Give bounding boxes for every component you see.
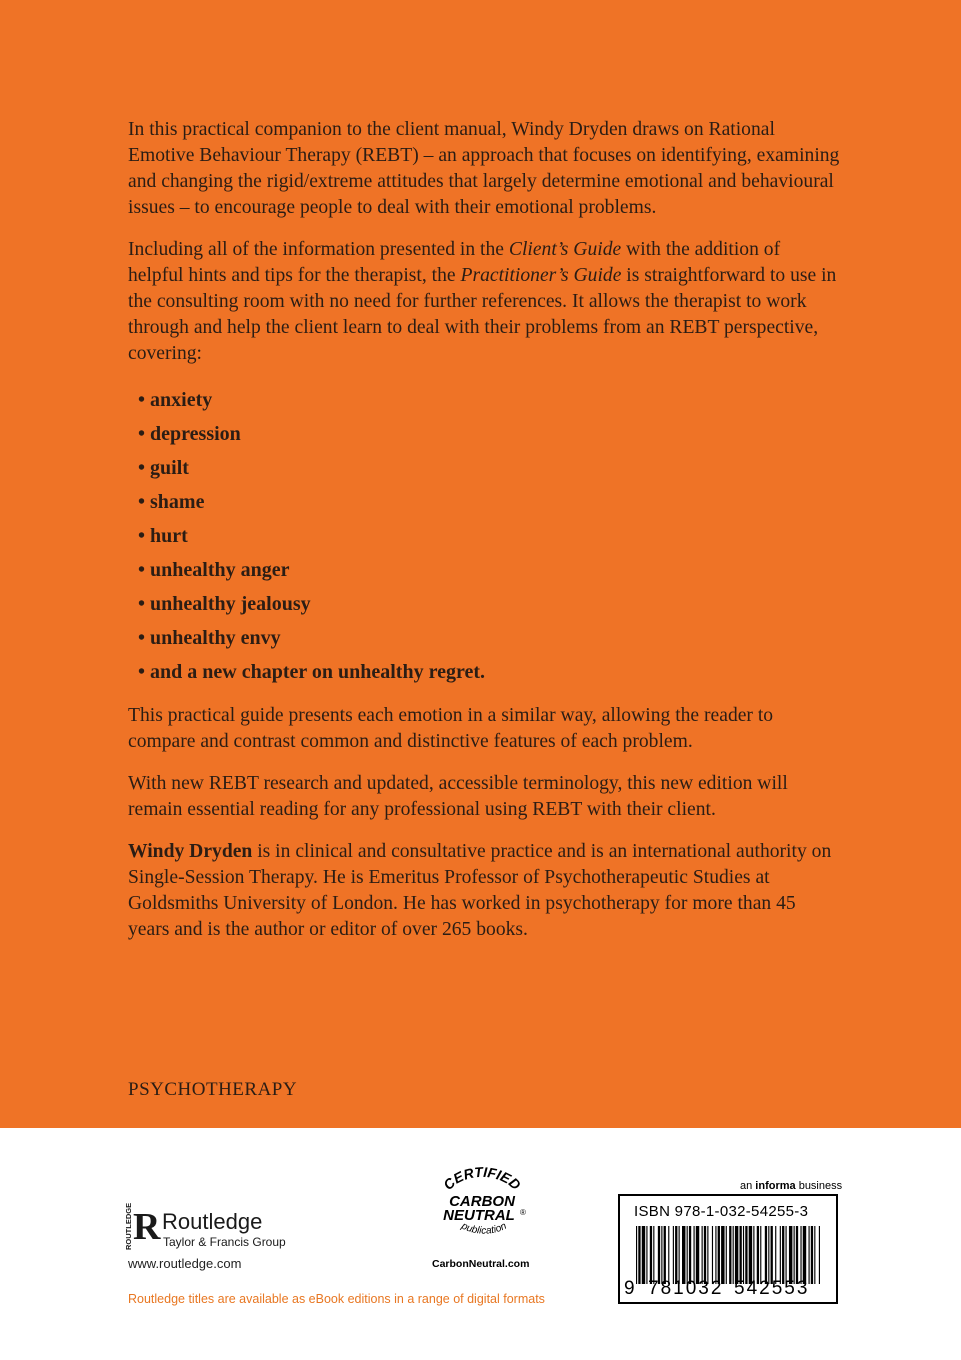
barcode-first-digit: 9 [624,1278,635,1299]
barcode-stripe [771,1226,773,1284]
author-bio-text: is in clinical and consultative practice and is an international authority on Single-Session Therapy. He is Emeritus Professor of Psychotherapeutic Studies at Goldsmiths University of London. He has worked in psychotherapy for more than 45 years and is the author or editor of over 265 books. [128,841,832,940]
new-edition-paragraph: With new REBT research and updated, accessible terminology, this new edition will remain essential reading for any professional using REBT with their client. [128,773,788,820]
routledge-logo [122,1203,302,1253]
barcode-stripe [715,1226,716,1284]
barcode-stripe [753,1226,754,1284]
routledge-r-icon: R [133,1206,161,1248]
barcode-stripe [733,1226,734,1284]
topic-item: • guilt [138,451,840,485]
carbon-neutral-url: CarbonNeutral.com [432,1258,530,1270]
barcode-stripe [661,1226,662,1284]
barcode-stripe [729,1226,731,1284]
barcode-stripe [749,1226,752,1284]
barcode-stripe [638,1226,640,1284]
barcode-stripe [696,1226,699,1284]
topics-list [128,383,840,689]
barcode-stripe [745,1226,747,1284]
barcode-stripe [682,1226,685,1284]
practical-guide-paragraph: This practical guide presents each emotion in a similar way, allowing the reader to compare and contrast common and distinctive features of each problem. [128,705,774,752]
barcode-stripe [726,1226,727,1284]
informa-brand: informa [755,1180,796,1192]
barcode-stripe [646,1226,647,1284]
barcode-stripe [721,1226,724,1284]
topic-item: • depression [138,417,840,451]
barcode-stripe [650,1226,652,1284]
barcode-stripe [636,1226,637,1284]
barcode-stripe [809,1226,810,1284]
certified-label: CERTIFIED [439,1163,525,1193]
barcode-stripe [740,1226,742,1284]
informa-suffix: business [795,1180,843,1192]
practitioners-guide-title: Practitioner’s Guide [460,265,622,286]
barcode-stripe [786,1226,787,1284]
barcode-stripe [658,1226,660,1284]
barcode-stripe [712,1226,713,1284]
guide-paragraph [128,237,840,367]
barcode-stripe [704,1226,706,1284]
barcode-stripe [760,1226,761,1284]
barcode-stripe [679,1226,680,1284]
topic-item: • unhealthy anger [138,553,840,587]
barcode-stripe [794,1226,795,1284]
author-bio [128,839,840,943]
ebook-note: Routledge titles are available as eBook editions in a range of digital formats [128,1292,545,1306]
guide-text-1: Including all of the information presented in the [128,239,509,260]
barcode-stripe [768,1226,769,1284]
informa-business [740,1180,842,1192]
barcode-right-digits: 542553 [734,1278,810,1299]
topic-item: • unhealthy envy [138,621,840,655]
barcode-stripe [800,1226,801,1284]
topic-item: • and a new chapter on unhealthy regret. [138,655,840,689]
barcode-stripe [765,1226,767,1284]
isbn-label: ISBN 978-1-032-54255-3 [634,1203,809,1220]
barcode-stripe [775,1226,776,1284]
guide-text-3: is straightforward to use in the consulting room with no need for further references. It allows the therapist to work through and help the client learn to deal with their problems from an REBT perspective, covering: [128,265,837,364]
topic-item: • unhealthy jealousy [138,587,840,621]
barcode-stripe [702,1226,703,1284]
barcode-stripe [789,1226,792,1284]
topic-item: • hurt [138,519,840,553]
neutral-label: NEUTRAL [443,1207,515,1224]
barcode-stripe [694,1226,695,1284]
informa-prefix: an [740,1180,756,1192]
barcode-stripe [668,1226,669,1284]
clients-guide-title: Client’s Guide [508,239,622,260]
barcode-stripe [653,1226,654,1284]
blurb [128,117,840,959]
guide-text-2: with the addition of helpful hints and tips for the therapist, the [128,239,781,286]
barcode-stripe [642,1226,645,1284]
topic-item: • shame [138,485,840,519]
barcode-stripe [782,1226,784,1284]
barcode-stripe [689,1226,691,1284]
publication-label: publication [459,1220,509,1237]
intro-paragraph: In this practical companion to the client manual, Windy Dryden draws on Rational Emotive Behaviour Therapy (REBT) – an approach that focuses on identifying, examining and changing the rigid/extreme attitudes that largely determine emotional and behavioural issues – to encourage people to deal with their emotional problems. [128,119,840,218]
barcode-stripe [796,1226,798,1284]
publisher-url: www.routledge.com [128,1256,242,1271]
author-name: Windy Dryden [128,841,253,862]
publisher-name: Routledge [162,1209,263,1234]
barcode-stripe [735,1226,738,1284]
barcode-left-digits: 781032 [648,1278,724,1299]
barcode-stripe [803,1226,806,1284]
barcode-stripe [757,1226,759,1284]
barcode-stripe [687,1226,688,1284]
barcode-stripe [675,1226,677,1284]
carbon-neutral-badge [418,1160,548,1240]
barcode-stripe [664,1226,666,1284]
barcode-bars [634,1226,824,1284]
barcode-stripe [707,1226,708,1284]
subject-category: PSYCHOTHERAPY [128,1079,298,1100]
barcode-stripe [743,1226,744,1284]
barcode-stripe [718,1226,720,1284]
registered-mark: ® [520,1208,526,1217]
barcode-box [618,1194,838,1304]
carbon-label: CARBON [449,1193,515,1210]
barcode-stripe [811,1226,813,1284]
publisher-group: Taylor & Francis Group [163,1235,286,1249]
barcode-stripe [780,1226,781,1284]
routledge-vertical-text: ROUTLEDGE [124,1203,133,1250]
barcode-stripe [819,1226,820,1284]
barcode-stripe [673,1226,674,1284]
barcode-stripe [814,1226,815,1284]
topic-item: • anxiety [138,383,840,417]
